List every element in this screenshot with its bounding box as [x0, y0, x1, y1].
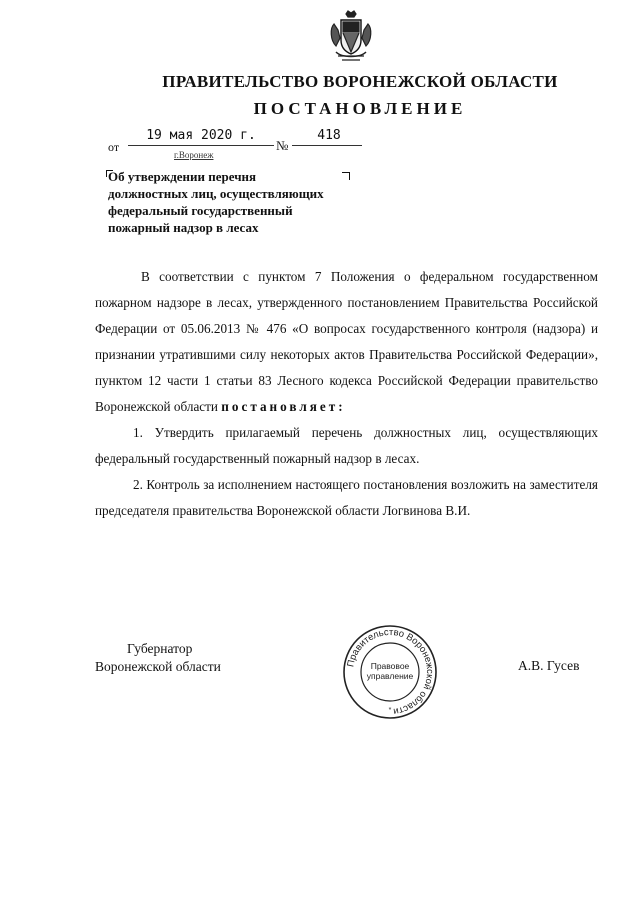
city-label: г.Воронеж: [174, 150, 214, 160]
number-prefix: №: [276, 138, 289, 153]
date-prefix: от: [108, 140, 120, 154]
stamp-center-line-2: управление: [366, 671, 414, 681]
resolution-item-1: 1. Утвердить прилагаемый перечень должностных лиц, осуществляющих федеральный государственный пожарный надзор в лесах.: [95, 425, 598, 466]
official-stamp: [342, 624, 438, 720]
signatory-name: А.В. Гусев: [518, 658, 580, 673]
stamp-center-line-1: Правовое: [370, 661, 410, 671]
subject-line: федеральный государственный: [108, 203, 293, 218]
document-date: 19 мая 2020 г.: [146, 128, 256, 143]
date-underline: [128, 145, 274, 146]
subject-line: Об утверждении перечня: [108, 169, 257, 184]
resolution-item-2: 2. Контроль за исполнением настоящего постановления возложить на заместителя председателя правительства Воронежской области Логвинова В.И.: [95, 477, 598, 518]
stamp-ring-text: Правительство Воронежской области: [345, 626, 436, 717]
position-line-1: Губернатор: [127, 641, 193, 656]
document-body: [95, 264, 598, 524]
document-type: ПОСТАНОВЛЕНИЕ: [253, 99, 467, 118]
coat-of-arms-icon: [328, 10, 374, 64]
date-number-row: [108, 128, 368, 158]
resolves-word: постановляет:: [221, 399, 346, 414]
government-title: ПРАВИТЕЛЬСТВО ВОРОНЕЖСКОЙ ОБЛАСТИ: [162, 72, 558, 91]
document-subject: [108, 168, 368, 236]
number-underline: [292, 145, 362, 146]
document-number: 418: [317, 128, 341, 143]
preamble-text: В соответствии с пунктом 7 Положения о федеральном государственном пожарном надзоре в лесах, утвержденного постановлением Правительства Российской Федерации от 05.06.2013 № 476 «О вопросах государственного контроля (надзора) и признании утратившими силу некоторых актов Правительства Российской Федерации», пунктом 12 части 1 статьи 83 Лесного кодекса Российской Федерации правительство Воронежской области: [95, 269, 598, 414]
position-line-2: Воронежской области: [95, 659, 221, 674]
subject-line: пожарный надзор в лесах: [108, 220, 259, 235]
subject-line: должностных лиц, осуществляющих: [108, 186, 324, 201]
stamp-star-icon: *: [388, 707, 392, 714]
preamble-paragraph: [95, 264, 598, 420]
signatory-position: [95, 640, 221, 676]
